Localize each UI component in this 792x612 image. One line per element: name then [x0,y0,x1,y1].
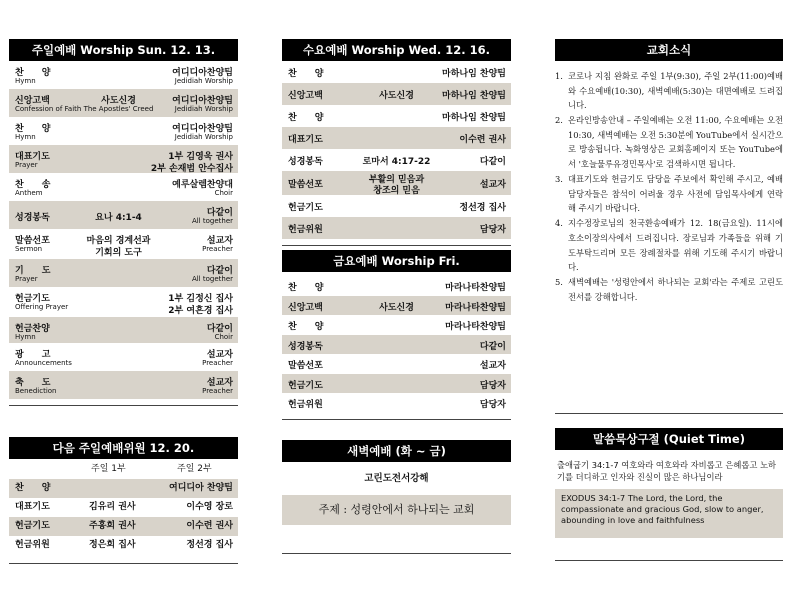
friday-row [282,276,511,296]
row-right-en: Jedidiah Worship [174,105,233,113]
row-right: 1부 김영욱 권사 [168,152,233,162]
row-label: 기 도 [15,266,51,276]
row-label: 찬 양 [15,68,51,78]
wednesday-worship-panel [282,39,511,246]
row-right: 다같이 [206,208,233,218]
friday-row [282,296,511,316]
row-label: 신앙고백 [15,96,50,106]
row-right: 담당자 [479,225,506,235]
row-label-en: Hymn [15,333,36,341]
row-right: 1부 김정신 집사 [168,294,233,304]
row-center: 부활의 믿음과 [368,175,425,185]
news-item-text: 지수정장로님의 천국환송예배가 12. 18(금요일). 11시에 호소이장의사에서 드려집니다. 장로님과 가족들을 위해 기도부탁드리며 모든 장례절차를 위해 기도해 주시기 바랍니다. [568,218,783,273]
row-right-en: Jedidiah Worship [174,77,233,85]
row-right: 마라나타찬양팀 [445,283,506,293]
news-item-number: 1. [555,71,563,81]
row-label-en: Prayer [15,275,38,283]
row-right: 마하나임 찬양팀 [442,91,506,101]
row-right-en: Choir [214,189,233,197]
news-item [555,216,783,274]
quiet-time-panel [555,428,783,561]
row-right: 설교자 [206,378,233,388]
friday-worship-panel [282,250,511,420]
row-right: 예루살렘찬양대 [172,180,233,190]
row-label-en: Hymn [15,133,36,141]
row-right: 여디디아찬양팀 [172,96,233,106]
wednesday-row [282,105,511,127]
divider [282,239,511,246]
row-first-service: 정은희 집사 [89,540,136,550]
wednesday-row [282,217,511,239]
row-right: 다같이 [206,324,233,334]
row-label: 대표기도 [15,502,50,512]
row-label: 성경봉독 [288,341,323,352]
church-news-panel [555,39,783,305]
sunday-row [9,173,238,201]
row-label-en: Hymn [15,77,36,85]
row-label: 찬 양 [288,69,324,79]
friday-row [282,354,511,374]
row-right: 설교자 [206,350,233,360]
row-label: 헌금위원 [15,540,50,550]
divider [9,399,238,406]
news-item-number: 2. [555,115,563,126]
row-label: 신앙고백 [288,302,323,313]
row-right: 여디디아찬양팀 [172,124,233,134]
dawn-theme: 주제 : 성령안에서 하나되는 교회 [282,495,511,525]
row-label-en: Prayer [15,161,38,169]
row-label: 성경봉독 [15,213,50,223]
row-right-en: Preacher [202,245,233,253]
row-label: 찬 양 [15,124,51,134]
row-center-en: The Apostles' Creed [83,105,154,113]
row-center: 기회의 도구 [95,248,142,258]
sunday-row [9,343,238,371]
news-item [555,69,783,113]
row-right: 설교자 [206,236,233,246]
row-second-service: 이수영 장로 [186,502,233,512]
next-sunday-row [9,536,238,555]
row-label-en: Offering Prayer [15,303,69,311]
row-label-en: Anthem [15,189,43,197]
row-right: 마라나타찬양팀 [445,302,506,313]
news-item [555,275,783,304]
row-label: 대표기도 [288,135,323,145]
next-sunday-committee-panel [9,437,238,564]
sunday-row [9,61,238,89]
wednesday-row [282,83,511,105]
friday-worship-header: 금요예배 Worship Fri. [282,250,511,272]
wednesday-row [282,61,511,83]
sunday-row [9,287,238,317]
row-center: 마음의 경계선과 [86,236,151,246]
row-right: 설교자 [479,361,506,371]
row-right: 다같이 [479,341,506,352]
row-right: 이수련 권사 [459,135,506,145]
col-first-service: 주일 1부 [91,464,126,474]
quiet-time-korean: 출애굽기 34:1-7 여호와라 여호와라 자비롭고 은혜롭고 노하기를 더디하고 인자와 진실이 많은 하나님이라 [557,460,777,482]
row-right: 마라나타찬양팀 [445,322,506,332]
news-item-text: 대표기도와 헌금기도 담당을 주보에서 확인해 주시고, 예배담당자들은 참석이 어려울 경우 사전에 담임목사에게 연락해 주시기 바랍니다. [568,174,783,214]
row-center: 사도신경 [379,91,414,101]
sunday-row [9,371,238,399]
wednesday-worship-header: 수요예배 Worship Wed. 12. 16. [282,39,511,61]
row-label: 광 고 [15,350,51,360]
sunday-row [9,259,238,287]
row-center: 창조의 믿음 [373,186,420,196]
sunday-row [9,229,238,259]
row-right: 다같이 [479,157,506,167]
row-right: 다같이 [206,266,233,276]
sunday-row [9,201,238,229]
friday-row [282,335,511,355]
col-second-service: 주일 2부 [177,464,212,474]
row-label-en: Announcements [15,359,72,367]
row-label: 신앙고백 [288,91,323,101]
row-label: 헌금위원 [288,225,323,235]
news-item-number: 5. [555,277,563,288]
next-sunday-header: 다음 주일예배위원 12. 20. [9,437,238,459]
news-item-number: 4. [555,218,563,229]
quiet-time-header: 말씀묵상구절 (Quiet Time) [555,428,783,450]
divider [282,525,511,554]
row-label: 헌금기도 [15,294,50,304]
row-center: 사도신경 [379,302,414,313]
friday-row [282,374,511,394]
sunday-row [9,317,238,343]
divider [555,413,783,414]
news-item-text: 온라인방송안내 – 주일예배는 오전 11:00, 수요예배는 오전 10:30, 새벽예배는 오전 5:30분에 YouTube에서 실시간으로 방송됩니다. 녹화영상은 교회홈페이지 또는 YouTube에서 '호늘물루유경민목사'로 검색하시면 됩니다. [568,115,783,170]
quiet-time-english: EXODUS 34:1-7 The Lord, the Lord, the compassionate and gracious God, slow to anger, abounding in love and faithfulness [555,489,783,538]
next-sunday-row [9,498,238,517]
next-sunday-row [9,479,238,498]
row-label: 헌금기도 [288,380,323,391]
wednesday-row [282,127,511,149]
row-label: 찬 양 [288,322,324,332]
news-item-text: 코로나 지침 완화로 주일 1부(9:30), 주일 2부(11:00)예배와 수요예배(10:30), 새벽예배(5:30)는 대면예배로 드려집니다. [568,71,783,111]
row-second-service: 이수련 권사 [186,521,233,531]
row-label: 말씀선포 [288,180,323,190]
row-right: 마하나임 찬양팀 [442,113,506,123]
row-right: 담당자 [479,380,506,391]
row-second-service: 여디디아 찬양팀 [169,483,233,493]
next-sunday-row [9,517,238,536]
row-label: 축 도 [15,378,51,388]
row-second-service: 정선경 집사 [186,540,233,550]
row-label-en: Confession of Faith [15,105,82,113]
dawn-worship-header: 새벽예배 (화 ~ 금) [282,440,511,462]
row-center: 사도신경 [101,96,136,106]
row-label: 찬 송 [15,180,51,190]
row-label: 헌금기도 [15,521,50,531]
row-right-en: All together [191,275,233,283]
row-first-service: 주홍희 권사 [89,521,136,531]
wednesday-row [282,171,511,195]
row-label: 말씀선포 [288,361,323,371]
row-right-en: Choir [214,333,233,341]
dawn-series-title: 고린도전서강해 [364,473,429,484]
dawn-worship-panel [282,440,511,554]
divider [9,555,238,564]
row-right-en: Preacher [202,387,233,395]
divider [282,413,511,420]
row-right: 2부 여흔경 집사 [168,306,233,316]
row-label: 헌금기도 [288,203,323,213]
row-label: 헌금위원 [288,400,323,410]
row-center: 요나 4:1-4 [95,213,142,223]
wednesday-row [282,149,511,171]
row-right-en: Jedidiah Worship [174,133,233,141]
divider [555,538,783,561]
row-first-service: 김유리 권사 [89,502,136,512]
row-label-en: Sermon [15,245,43,253]
news-item [555,113,783,171]
sunday-row [9,89,238,117]
news-item-number: 3. [555,174,563,185]
sunday-row [9,145,238,173]
row-right: 담당자 [479,400,506,410]
next-sunday-column-headers [9,459,238,479]
row-right: 마하나임 찬양팀 [442,69,506,79]
row-right-en: All together [191,217,233,225]
news-item [555,172,783,216]
church-news-header: 교회소식 [555,39,783,61]
friday-row [282,315,511,335]
news-item-text: 새벽예배는 '성령안에서 하나되는 교회'라는 주제로 고린도전서를 강해합니다. [568,277,783,302]
row-right: 설교자 [479,180,506,190]
row-right-en: Preacher [202,359,233,367]
row-label: 헌금찬양 [15,324,50,334]
row-label: 찬 양 [288,283,324,293]
row-center: 로마서 4:17-22 [362,157,431,167]
sunday-worship-panel [9,39,238,406]
sunday-row [9,117,238,145]
row-label: 대표기도 [15,152,50,162]
friday-row [282,393,511,413]
row-right: 2부 손재범 안수집사 [150,164,233,174]
row-label: 말씀선포 [15,236,50,246]
sunday-worship-header: 주일예배 Worship Sun. 12. 13. [9,39,238,61]
row-label-en: Benediction [15,387,57,395]
row-label: 찬 양 [288,113,324,123]
church-news-list [555,69,783,305]
row-right: 여디디아찬양팀 [172,68,233,78]
row-label: 찬 양 [15,483,51,493]
wednesday-row [282,195,511,217]
row-label: 성경봉독 [288,157,323,167]
row-right: 정선경 집사 [459,203,506,213]
